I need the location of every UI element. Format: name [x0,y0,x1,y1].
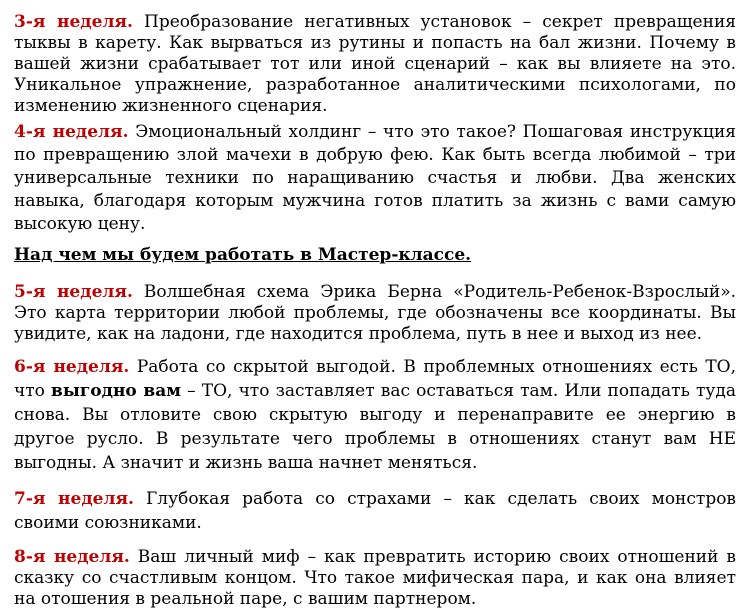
week-body-4: Эмоциональный холдинг – что это такое? Пошаговая инструкция по превращению злой мачехи в добрую фею. Как быть всегда любимой – три универсальные техники по наращиванию счастья и любви. Два женских навыка, благодаря которым мужчина готов платить за жизнь с вами самую высокую цену. [14,122,737,234]
week-label-5: 5-я неделя. [14,282,133,302]
week-body-3: Преобразование негативных установок – секрет превращения тыквы в карету. Как вырваться из рутины и попасть на бал жизни. Почему в вашей жизни срабатывает тот или иной сценарий – как вы влияете на это. Уникальное упражнение, разработанное аналитическими психологами, по изменению жизненного сценария. [14,12,737,116]
week-paragraph-6 [14,355,736,475]
week-body-7: Глубокая работа со страхами – как сделать своих монстров своими союзниками. [14,489,737,533]
week-label-7: 7-я неделя. [14,489,134,509]
week-paragraph-7 [14,487,736,535]
week-label-6: 6-я неделя. [14,357,130,377]
week-paragraph-3 [14,12,736,117]
week-body-6-before-bold: Работа со скрытой выгодой. В проблемных отношениях есть ТО, что [14,357,736,401]
section-heading: Над чем мы будем работать в Мастер-классе. [14,245,472,265]
week-paragraph-8 [14,547,736,610]
week-label-3: 3-я неделя. [14,12,133,32]
week-body-8: Ваш личный миф – как превратить историю своих отношений в сказку со счастливым концом. Что такое мифическая пара, и как она влияет на отошения в реальной паре, с вашим партнером. [14,547,736,609]
week-label-8: 8-я неделя. [14,547,130,567]
week-body-6-bold-phrase: выгодно вам [51,381,181,401]
week-paragraph-4 [14,121,736,236]
week-paragraph-5 [14,282,736,345]
week-body-5: Волшебная схема Эрика Берна «Родитель-Ребенок-Взрослый». Это карта территории любой проблемы, где обозначены все координаты. Вы увидите, как на ладони, где находится проблема, путь в нее и выход из нее. [14,282,737,344]
week-label-4: 4-я неделя. [14,122,129,142]
week-body-6-after-bold: – ТО, что заставляет вас оставаться там. Или попадать туда снова. Вы отловите свою скрытую выгоду и перенаправите ее энергию в другое русло. В результате чего проблемы в отношениях станут вам НЕ выгодны. А значит и жизнь ваша начнет меняться. [14,381,736,473]
